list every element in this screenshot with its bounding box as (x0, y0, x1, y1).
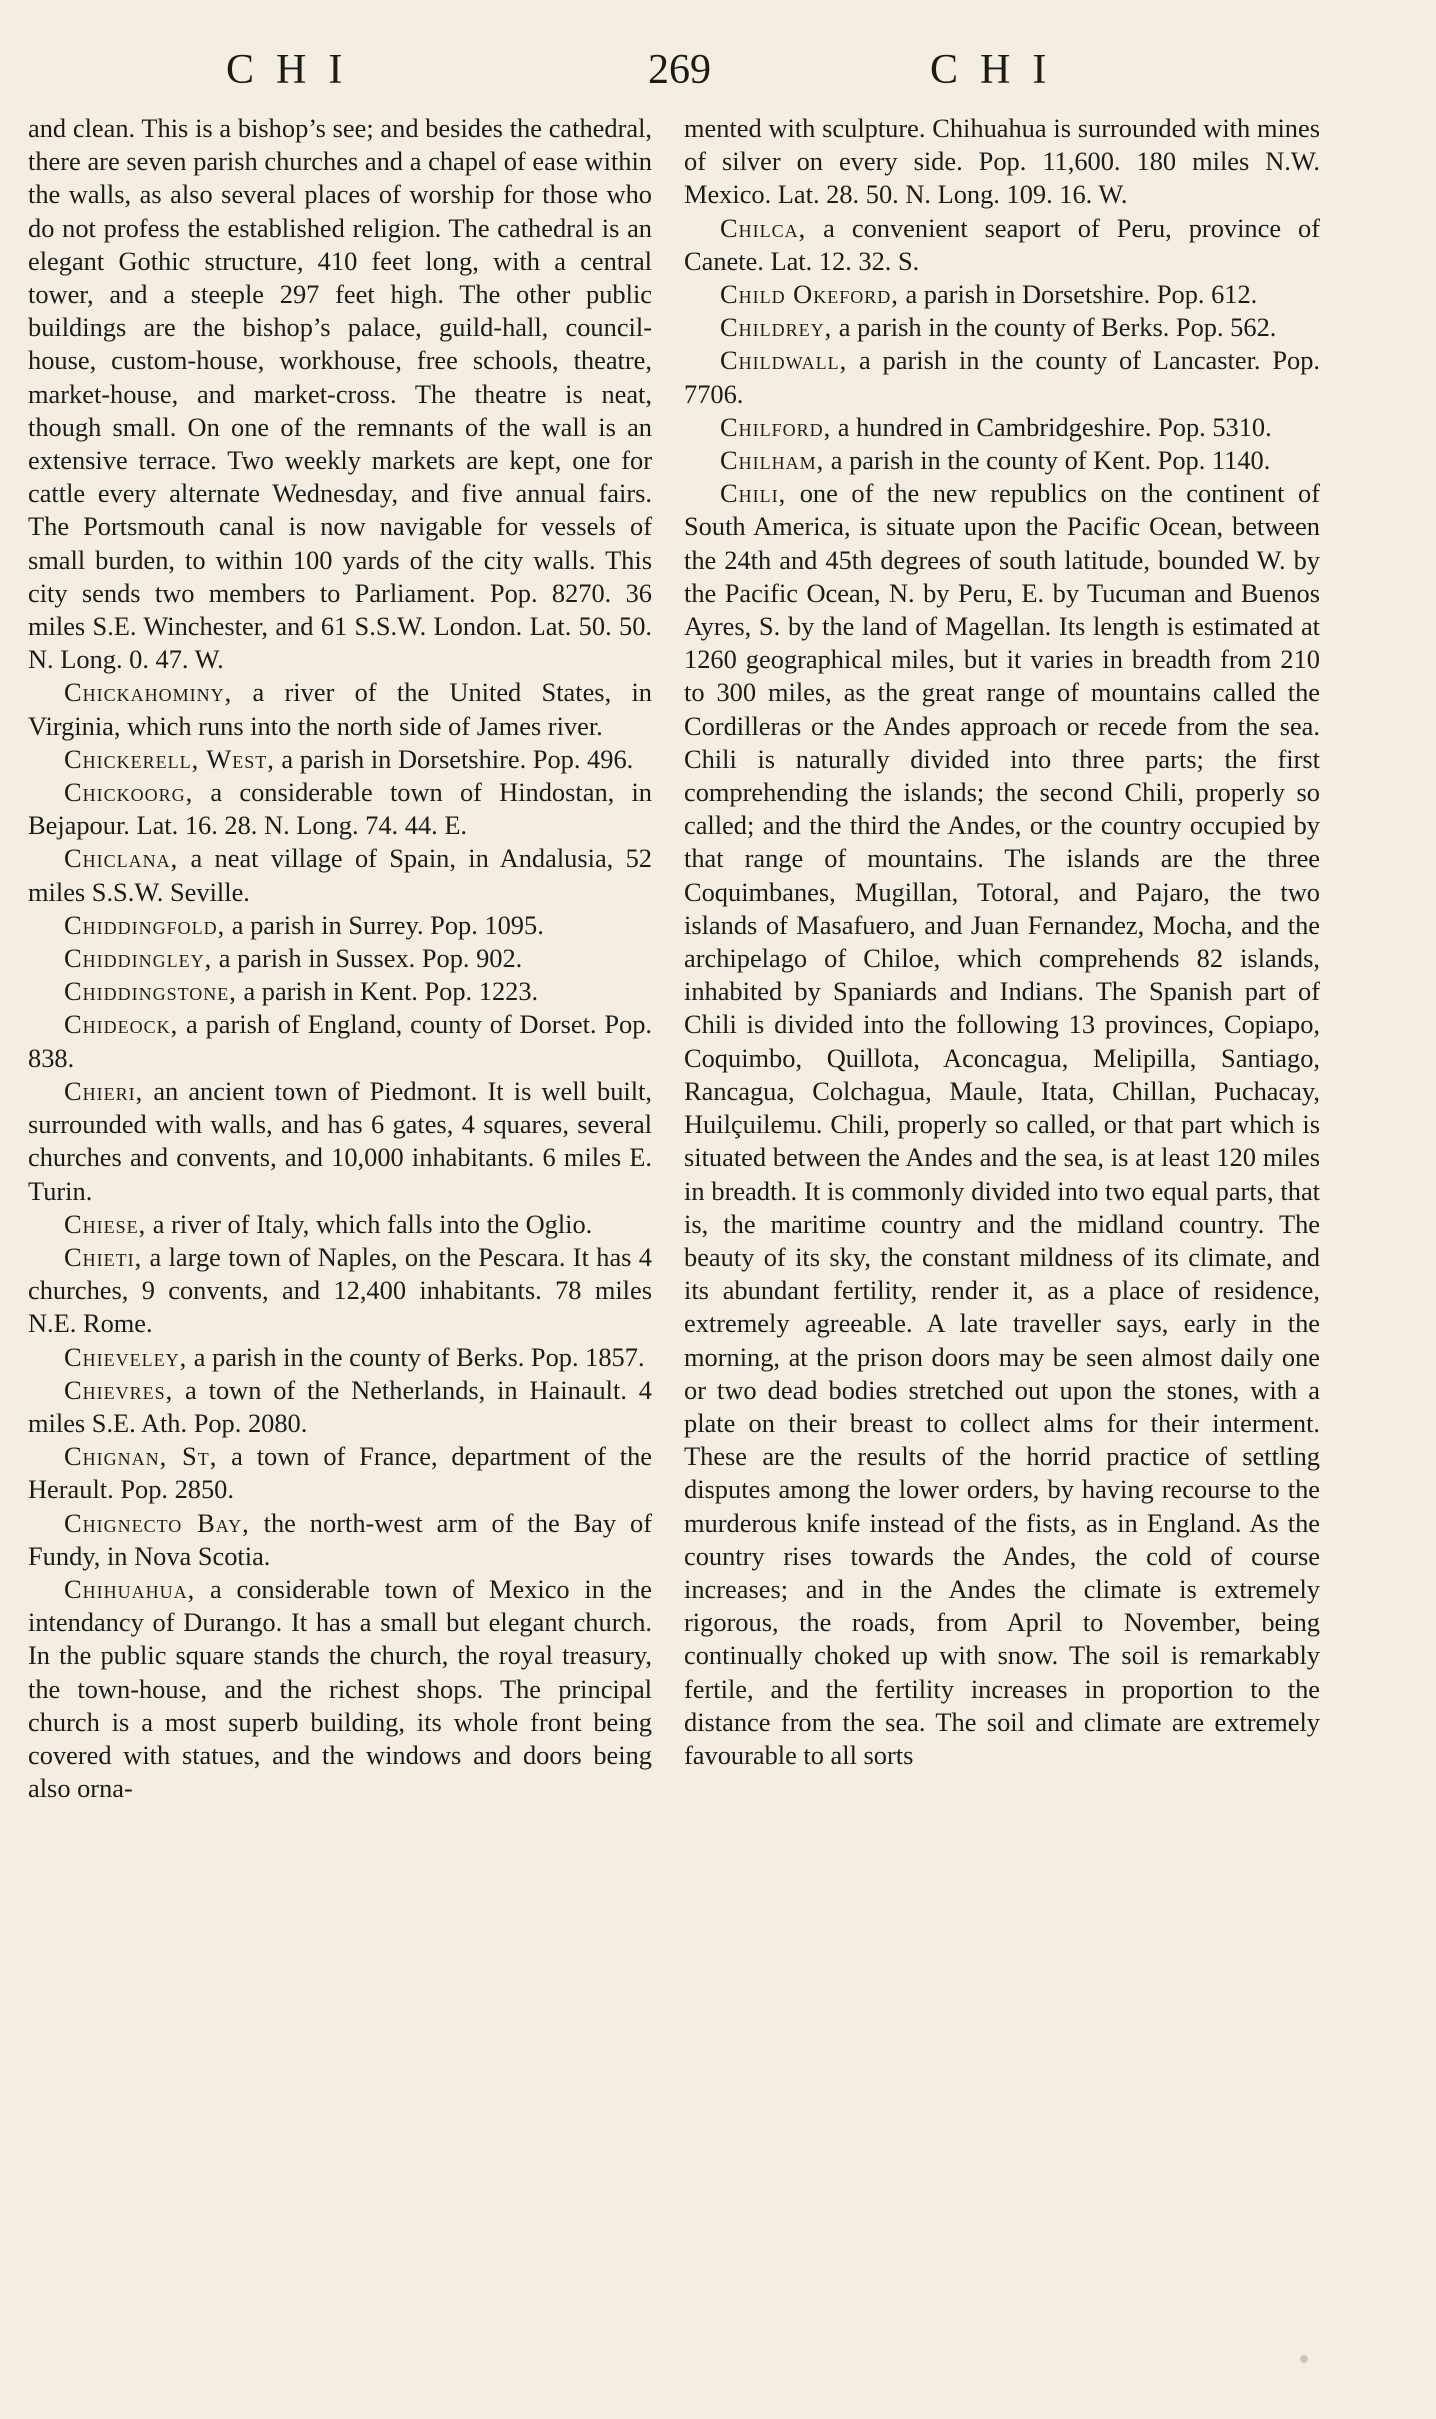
entry-headword: Chickoorg, (64, 777, 194, 808)
entry-text: a town of the Netherlands, in Hainault. 4 miles S.E. Ath. Pop. 2080. (28, 1374, 652, 1438)
entry-list (684, 212, 1320, 1773)
gazetteer-entry (684, 212, 1320, 278)
entry-headword: Chiddingfold, (64, 909, 226, 940)
entry-text: a parish in Kent. Pop. 1223. (236, 976, 539, 1007)
entry-headword: Chideock, (64, 1009, 179, 1040)
entry-text: a parish in the county of Berks. Pop. 1857. (187, 1341, 645, 1372)
gazetteer-entry (28, 1341, 652, 1374)
gazetteer-entry (28, 909, 652, 942)
gazetteer-entry (28, 1208, 652, 1241)
entry-headword: Chiddingstone, (64, 976, 237, 1007)
gazetteer-entry (28, 842, 652, 908)
entry-headword: Chiclana, (64, 843, 179, 874)
gazetteer-entry (28, 1075, 652, 1208)
entry-headword: Chiddingley, (64, 943, 213, 974)
entry-text: a parish in the county of Berks. Pop. 562. (832, 312, 1277, 343)
entry-headword: Chieti, (64, 1241, 143, 1272)
gazetteer-entry (28, 1573, 652, 1805)
gazetteer-entry (28, 942, 652, 975)
entry-text: a river of the United States, in Virginia, which runs into the north side of James river. (28, 677, 652, 741)
gazetteer-entry (684, 344, 1320, 410)
continuation-text: and clean. This is a bishop’s see; and besides the cathedral, there are seven parish churches and a chapel of ease within the walls, as also several places of worship for those who do not profess the established religion. The cathedral is an elegant Gothic structure, 410 feet long, with a central tower, and a steeple 297 feet high. The other public buildings are the bishop’s palace, guild-hall, council-house, custom-house, workhouse, free schools, theatre, market-house, and market-cross. The theatre is neat, though small. On one of the remnants of the wall is an extensive terrace. Two weekly markets are kept, one for cattle every alternate Wednesday, and five annual fairs. The Portsmouth canal is now navigable for vessels of small burden, to within 100 yards of the city walls. This city sends two members to Parliament. Pop. 8270. 36 miles S.E. Winchester, and 61 S.S.W. London. Lat. 50. 50. N. Long. 0. 47. W. (28, 113, 652, 675)
entry-headword: Child Okeford, (720, 279, 899, 310)
page-number: 269 (648, 47, 711, 93)
entry-headword: Chilca, (720, 212, 807, 243)
entry-headword: Childrey, (720, 312, 833, 343)
gazetteer-entry (684, 278, 1320, 311)
header-left-keyword: CHI (226, 47, 365, 93)
header-right-keyword: CHI (930, 47, 1069, 93)
gazetteer-entry (28, 1008, 652, 1074)
entry-headword: Chihuahua, (64, 1573, 196, 1604)
gazetteer-entry (684, 411, 1320, 444)
entry-text: one of the new republics on the continent of South America, is situate upon the Pacific Ocean, between the 24th and 45th degrees of south latitude, bounded W. by the Pacific Ocean, N. by Peru, E. by Tucuman and Buenos Ayres, S. by the land of Magellan. Its length is estimated at 1260 geographical miles, but it varies in breadth from 210 to 300 miles, as the great range of mountains called the Cordilleras or the Andes approach or recede from the sea. Chili is naturally divided into three parts; the first comprehending the islands; the second Chili, properly so called; and the third the Andes, or the country occupied by that range of mountains. The islands are the three Coquimbanes, Mugillan, Totoral, and Pajaro, the two islands of Masafuero, and Juan Fernandez, Mocha, and the archipelago of Chiloe, which comprehends 82 islands, inhabited by Spaniards and Indians. The Spanish part of Chili is divided into the following 13 provinces, Copiapo, Coquimbo, Quillota, Aconcagua, Melipilla, Santiago, Rancagua, Colchagua, Maule, Itata, Chillan, Puchacay, Huilçuilemu. Chili, properly so called, or that part which is situated between the Andes and the sea, is at least 120 miles in breadth. It is commonly divided into two equal parts, that is, the maritime country and the midland country. The beauty of its sky, the constant mildness of its climate, and its abundant fertility, render it, as a place of residence, extremely agreeable. A late traveller says, early in the morning, at the prison doors may be seen almost daily one or two dead bodies stretched out upon the stones, with a plate on their breast to collect alms for their interment. These are the results of the horrid practice of settling disputes among the lower orders, by having recourse to the murderous knife instead of the fists, as in England. As the country rises towards the Andes, the cold of course increases; and in the Andes the climate is extremely rigorous, the roads, from April to November, being continually choked up with snow. The soil is remarkably fertile, and the fertility increases in proportion to the distance from the sea. The soil and climate are extremely favourable to all sorts (684, 478, 1320, 1770)
gazetteer-entry (28, 676, 652, 742)
page-mark (1300, 2355, 1308, 2363)
entry-text: a neat village of Spain, in Andalusia, 52 miles S.S.W. Seville. (28, 843, 652, 907)
entry-list (28, 676, 652, 1805)
entry-text: a considerable town of Mexico in the intendancy of Durango. It has a small but elegant church. In the public square stands the church, the royal treasury, the town-house, and the richest shops. The principal church is a most superb building, its whole front being covered with statues, and the windows and doors being also orna- (28, 1573, 652, 1804)
gazetteer-entry (28, 1241, 652, 1341)
gazetteer-entry (28, 1374, 652, 1440)
gazetteer-entry (28, 975, 652, 1008)
entry-headword: Chiese, (64, 1208, 147, 1239)
left-column (28, 112, 652, 1805)
entry-text: a town of France, department of the Herault. Pop. 2850. (28, 1441, 652, 1505)
entry-text: a river of Italy, which falls into the Oglio. (146, 1208, 593, 1239)
gazetteer-entry (684, 444, 1320, 477)
entry-headword: Chignecto Bay, (64, 1507, 250, 1538)
entry-text: a parish in Dorsetshire. Pop. 496. (274, 743, 634, 774)
entry-headword: Childwall, (720, 345, 848, 376)
entry-text: a parish of England, county of Dorset. Pop. 838. (28, 1009, 652, 1073)
entry-text: a parish in Dorsetshire. Pop. 612. (898, 279, 1258, 310)
entry-text: a parish in Surrey. Pop. 1095. (225, 909, 544, 940)
gazetteer-entry (28, 1440, 652, 1506)
entry-text: a parish in Sussex. Pop. 902. (212, 943, 523, 974)
entry-text: a parish in the county of Kent. Pop. 1140. (824, 445, 1271, 476)
entry-headword: Chilford, (720, 411, 832, 442)
gazetteer-entry (684, 477, 1320, 1772)
entry-text: a convenient seaport of Peru, province of Canete. Lat. 12. 32. S. (684, 212, 1320, 276)
gazetteer-entry (28, 743, 652, 776)
entry-text: a considerable town of Hindostan, in Bejapour. Lat. 16. 28. N. Long. 74. 44. E. (28, 777, 652, 841)
entry-text: an ancient town of Piedmont. It is well built, surrounded with walls, and has 6 gates, 4 squares, several churches and convents, and 10,000 inhabitants. 6 miles E. Turin. (28, 1075, 652, 1206)
entry-headword: Chilham, (720, 445, 825, 476)
entry-headword: Chickahominy, (64, 677, 233, 708)
gazetteer-entry (28, 1507, 652, 1573)
running-header (0, 46, 1436, 106)
gazetteer-entry (28, 776, 652, 842)
entry-headword: Chieri, (64, 1075, 144, 1106)
continuation-text: mented with sculpture. Chihuahua is surrounded with mines of silver on every side. Pop. 11,600. 180 miles N.W. Mexico. Lat. 28. 50. N. Long. 109. 16. W. (684, 113, 1320, 210)
entry-text: the north-west arm of the Bay of Fundy, in Nova Scotia. (28, 1507, 652, 1571)
entry-headword: Chievres, (64, 1374, 174, 1405)
right-column (684, 112, 1320, 1772)
entry-text: a large town of Naples, on the Pescara. It has 4 churches, 9 convents, and 12,400 inhabitants. 78 miles N.E. Rome. (28, 1241, 652, 1339)
entry-headword: Chignan, St, (64, 1441, 218, 1472)
entry-text: a hundred in Cambridgeshire. Pop. 5310. (831, 411, 1272, 442)
entry-headword: Chieveley, (64, 1341, 188, 1372)
entry-text: a parish in the county of Lancaster. Pop. 7706. (684, 345, 1320, 409)
entry-headword: Chili, (720, 478, 787, 509)
entry-headword: Chickerell, West, (64, 743, 275, 774)
gazetteer-entry (684, 311, 1320, 344)
